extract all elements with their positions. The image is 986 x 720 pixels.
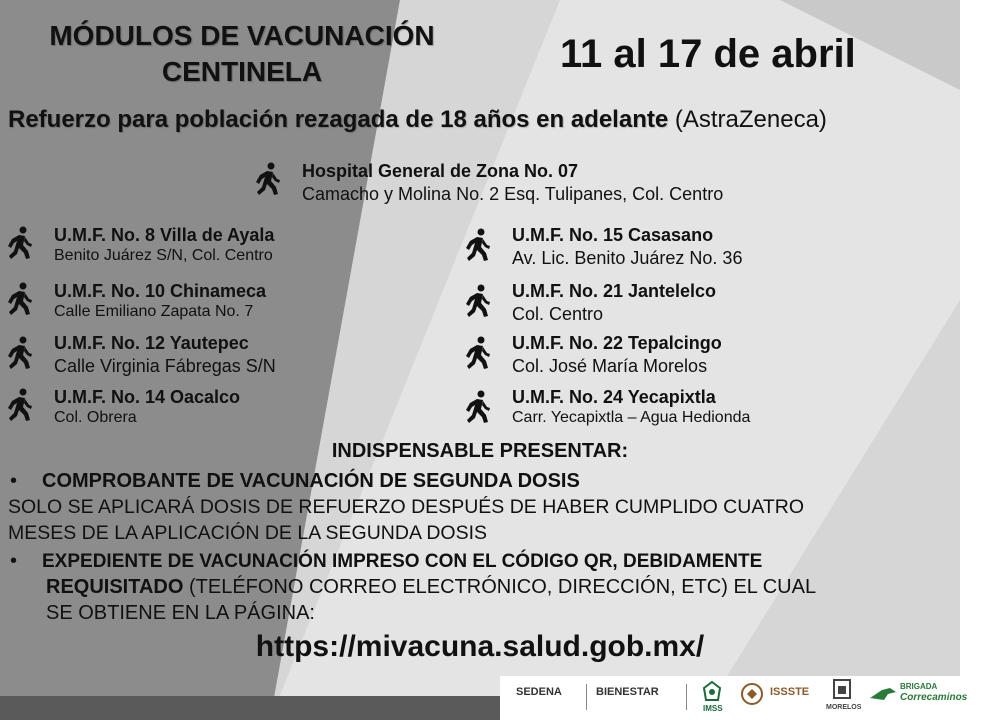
- requirement-2-bold: EXPEDIENTE DE VACUNACIÓN IMPRESO CON EL CÓDIGO QR, DEBIDAMENTE: [42, 551, 763, 572]
- unit-name: U.M.F. No. 12 Yautepec: [54, 333, 249, 353]
- unit-entry: [54, 386, 240, 428]
- bullet: •: [10, 470, 18, 492]
- divider: [586, 684, 587, 710]
- requirement-1-text: COMPROBANTE DE VACUNACIÓN DE SEGUNDA DOSIS: [42, 470, 580, 492]
- unit-address: Calle Emiliano Zapata No. 7: [54, 303, 254, 320]
- correcaminos-logo: Correcaminos: [900, 692, 968, 703]
- unit-address: Av. Lic. Benito Juárez No. 36: [512, 248, 743, 268]
- unit-name: U.M.F. No. 15 Casasano: [512, 225, 714, 245]
- unit-entry: [512, 332, 722, 378]
- requirements-heading: INDISPENSABLE PRESENTAR:: [331, 440, 629, 462]
- bienestar-logo: BIENESTAR: [596, 686, 659, 698]
- morelos-emblem-icon: [830, 678, 854, 704]
- walking-person-icon: [6, 282, 34, 316]
- issste-logo: ISSSTE: [770, 686, 810, 698]
- correcaminos-bird-icon: [868, 684, 898, 704]
- hospital-name: Hospital General de Zona No. 07: [302, 161, 579, 181]
- unit-address: Col. José María Morelos: [512, 356, 708, 376]
- requirement-2-line-2: [46, 574, 950, 600]
- walking-person-icon: [464, 228, 492, 262]
- unit-entry: [512, 224, 742, 270]
- requirement-2-bold-b: REQUISITADO: [46, 576, 184, 598]
- unit-entry: [512, 280, 716, 326]
- unit-address: Calle Virginia Fábregas S/N: [54, 356, 276, 376]
- walking-person-icon: [6, 226, 34, 260]
- imss-emblem-icon: [700, 680, 724, 704]
- morelos-logo: MORELOS: [826, 704, 862, 711]
- divider: [686, 684, 687, 710]
- walking-person-icon: [464, 390, 492, 424]
- unit-entry: [54, 280, 266, 322]
- brigada-logo: BRIGADA: [900, 682, 938, 691]
- walking-person-icon: [464, 336, 492, 370]
- walking-person-icon: [464, 284, 492, 318]
- walking-person-icon: [6, 388, 34, 422]
- unit-address: Benito Juárez S/N, Col. Centro: [54, 247, 273, 264]
- unit-name: U.M.F. No. 21 Jantelelco: [512, 281, 717, 301]
- unit-address: Col. Obrera: [54, 409, 137, 426]
- subtitle: [8, 106, 827, 134]
- walking-person-icon: [6, 336, 34, 370]
- unit-entry: [54, 224, 274, 266]
- date-range: 11 al 17 de abril: [560, 32, 856, 76]
- requirement-2-normal-b: (TELÉFONO CORREO ELECTRÓNICO, DIRECCIÓN, ETC) EL CUAL: [183, 576, 817, 598]
- subtitle-brand: (AstraZeneca): [668, 106, 827, 133]
- unit-name: U.M.F. No. 10 Chinameca: [54, 281, 267, 301]
- vaccine-url-link[interactable]: https://mivacuna.salud.gob.mx/: [255, 630, 705, 663]
- hospital-entry: [302, 160, 723, 206]
- unit-address: Carr. Yecapixtla – Agua Hedionda: [512, 409, 751, 426]
- title-line-1: MÓDULOS DE VACUNACIÓN: [49, 20, 435, 51]
- unit-entry: [512, 386, 750, 428]
- unit-name: U.M.F. No. 14 Oacalco: [54, 387, 241, 407]
- unit-name: U.M.F. No. 24 Yecapixtla: [512, 387, 716, 407]
- page-title: [0, 18, 484, 90]
- unit-entry: [54, 332, 276, 378]
- unit-name: U.M.F. No. 8 Villa de Ayala: [54, 225, 275, 245]
- requirement-2-line-1: [10, 548, 950, 575]
- requirement-note-line-2: MESES DE LA APLICACIÓN DE LA SEGUNDA DOSIS: [8, 522, 487, 544]
- unit-address: Col. Centro: [512, 304, 604, 324]
- unit-name: U.M.F. No. 22 Tepalcingo: [512, 333, 722, 353]
- hospital-address: Camacho y Molina No. 2 Esq. Tulipanes, Col. Centro: [302, 184, 724, 204]
- requirement-note-line-1: SOLO SE APLICARÁ DOSIS DE REFUERZO DESPUÉS DE HABER CUMPLIDO CUATRO: [8, 496, 805, 518]
- imss-logo: IMSS: [703, 704, 723, 713]
- subtitle-bold: Refuerzo para población rezagada de 18 años en adelante: [8, 106, 669, 133]
- requirement-2-line-3: SE OBTIENE EN LA PÁGINA:: [46, 602, 315, 624]
- bullet: •: [10, 550, 18, 572]
- sedena-logo: SEDENA: [516, 686, 562, 698]
- requirement-1: [10, 468, 950, 494]
- title-line-2: CENTINELA: [161, 56, 323, 87]
- issste-emblem-icon: [740, 682, 764, 706]
- walking-person-icon: [254, 162, 282, 196]
